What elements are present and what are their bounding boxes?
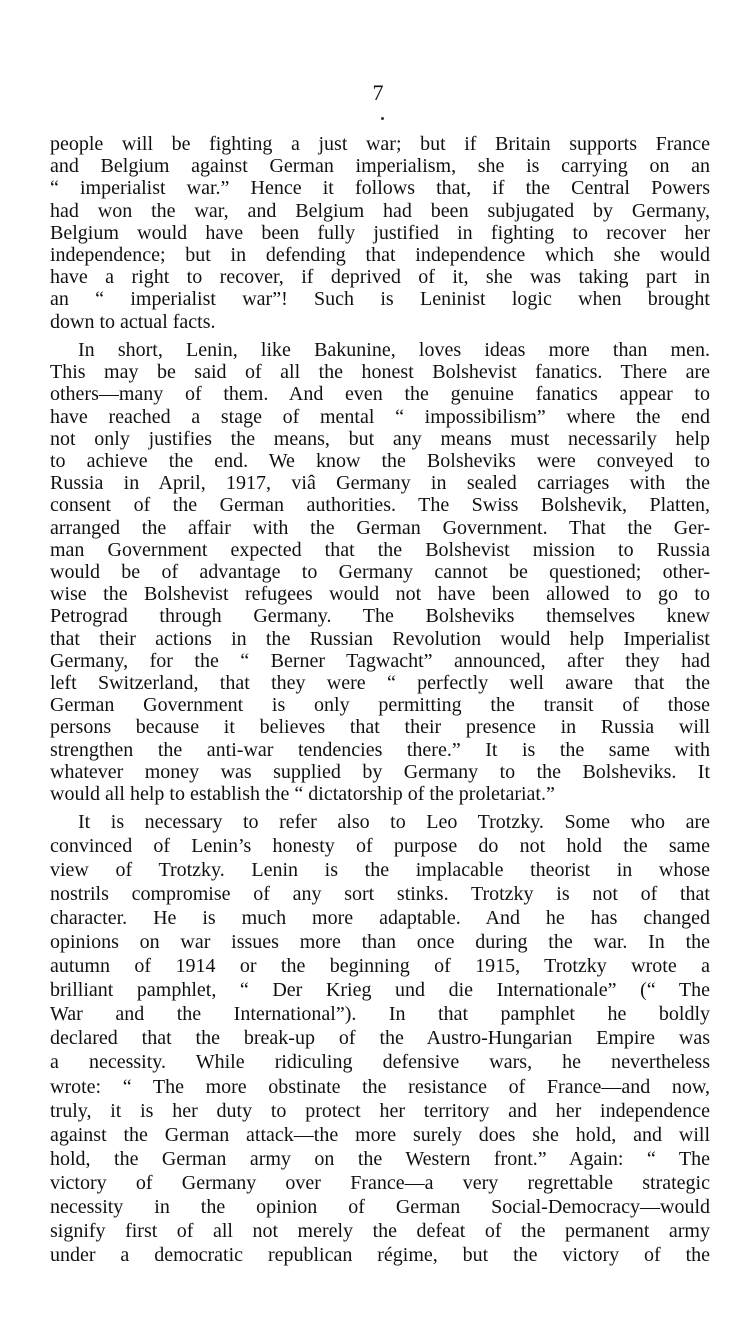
text-line: and Belgium against German imperialism, she is carrying on an <box>50 155 710 178</box>
text-line: people will be fighting a just war; but if Britain supports France <box>50 133 710 155</box>
text-line: German Government is only permitting the transit of those <box>50 694 710 717</box>
paragraph-2 <box>50 339 710 805</box>
text-line: “ imperialist war.” Hence it follows that, if the Central Powers <box>50 177 710 200</box>
page-number: 7 <box>372 80 384 105</box>
text-line: necessity in the opinion of German Social-Democracy—would <box>50 1195 710 1218</box>
text-line: It is necessary to refer also to Leo Trotzky. Some who are <box>78 811 710 833</box>
text-line: would all help to establish the “ dictatorship of the proletariat.” <box>50 783 555 806</box>
text-line: arranged the affair with the German Government. That the Ger- <box>50 516 710 539</box>
text-line: Belgium would have been fully justified in fighting to recover her <box>50 221 710 244</box>
text-line: Russia in April, 1917, viâ Germany in sealed carriages with the <box>50 472 710 495</box>
text-line: not only justifies the means, but any means must necessarily help <box>50 427 710 450</box>
text-line: left Switzerland, that they were “ perfectly well aware that the <box>50 672 710 695</box>
text-line: signify first of all not merely the defeat of the permanent army <box>50 1219 710 1242</box>
text-line: against the German attack—the more surely does she hold, and will <box>50 1123 710 1146</box>
text-line: autumn of 1914 or the beginning of 1915, Trotzky wrote a <box>50 955 710 978</box>
text-line: hold, the German army on the Western front.” Again: “ The <box>50 1147 710 1170</box>
text-line: nostrils compromise of any sort stinks. Trotzky is not of that <box>50 883 710 906</box>
text-line: would be of advantage to Germany cannot be questioned; other- <box>50 561 710 584</box>
text-line: In short, Lenin, like Bakunine, loves ideas more than men. <box>78 339 710 361</box>
text-line: an “ imperialist war”! Such is Leninist logic when brought <box>50 288 710 311</box>
text-line: consent of the German authorities. The Swiss Bolshevik, Platten, <box>50 494 710 517</box>
text-line: wrote: “ The more obstinate the resistance of France—and now, <box>50 1075 710 1098</box>
text-line: had won the war, and Belgium had been subjugated by Germany, <box>50 199 710 222</box>
paragraph-3 <box>50 810 710 1267</box>
print-speck <box>381 117 384 120</box>
text-line: character. He is much more adaptable. And he has changed <box>50 907 710 930</box>
text-line: opinions on war issues more than once during the war. In the <box>50 931 710 954</box>
text-line: Petrograd through Germany. The Bolsheviks themselves knew <box>50 605 710 628</box>
text-line: independence; but in defending that independence which she would <box>50 244 710 267</box>
text-line: brilliant pamphlet, “ Der Krieg und die Internationale” (“ The <box>50 979 710 1002</box>
text-line: under a democratic republican régime, but the victory of the <box>50 1243 710 1266</box>
text-line: man Government expected that the Bolshevist mission to Russia <box>50 538 710 561</box>
text-line: have reached a stage of mental “ impossibilism” where the end <box>50 405 710 428</box>
text-line: down to actual facts. <box>50 310 216 333</box>
paragraph-1 <box>50 133 710 333</box>
text-line: have a right to recover, if deprived of it, she was taking part in <box>50 266 710 289</box>
text-line: This may be said of all the honest Bolshevist fanatics. There are <box>50 361 710 384</box>
text-line: to achieve the end. We know the Bolsheviks were conveyed to <box>50 450 710 473</box>
text-line: Germany, for the “ Berner Tagwacht” announced, after they had <box>50 649 710 672</box>
text-line: view of Trotzky. Lenin is the implacable theorist in whose <box>50 859 710 882</box>
text-line: victory of Germany over France—a very regrettable strategic <box>50 1171 710 1194</box>
text-line: others—many of them. And even the genuine fanatics appear to <box>50 383 710 406</box>
text-line: wise the Bolshevist refugees would not have been allowed to go to <box>50 583 710 606</box>
text-line: War and the International”). In that pamphlet he boldly <box>50 1003 710 1026</box>
text-line: strengthen the anti-war tendencies there.” It is the same with <box>50 738 710 761</box>
text-line: a necessity. While ridiculing defensive wars, he nevertheless <box>50 1051 710 1074</box>
text-line: whatever money was supplied by Germany to the Bolsheviks. It <box>50 760 710 783</box>
text-line: convinced of Lenin’s honesty of purpose do not hold the same <box>50 835 710 858</box>
text-line: that their actions in the Russian Revolution would help Imperialist <box>50 627 710 650</box>
text-line: declared that the break-up of the Austro-Hungarian Empire was <box>50 1027 710 1050</box>
text-line: truly, it is her duty to protect her territory and her independence <box>50 1099 710 1122</box>
text-line: persons because it believes that their presence in Russia will <box>50 716 710 739</box>
